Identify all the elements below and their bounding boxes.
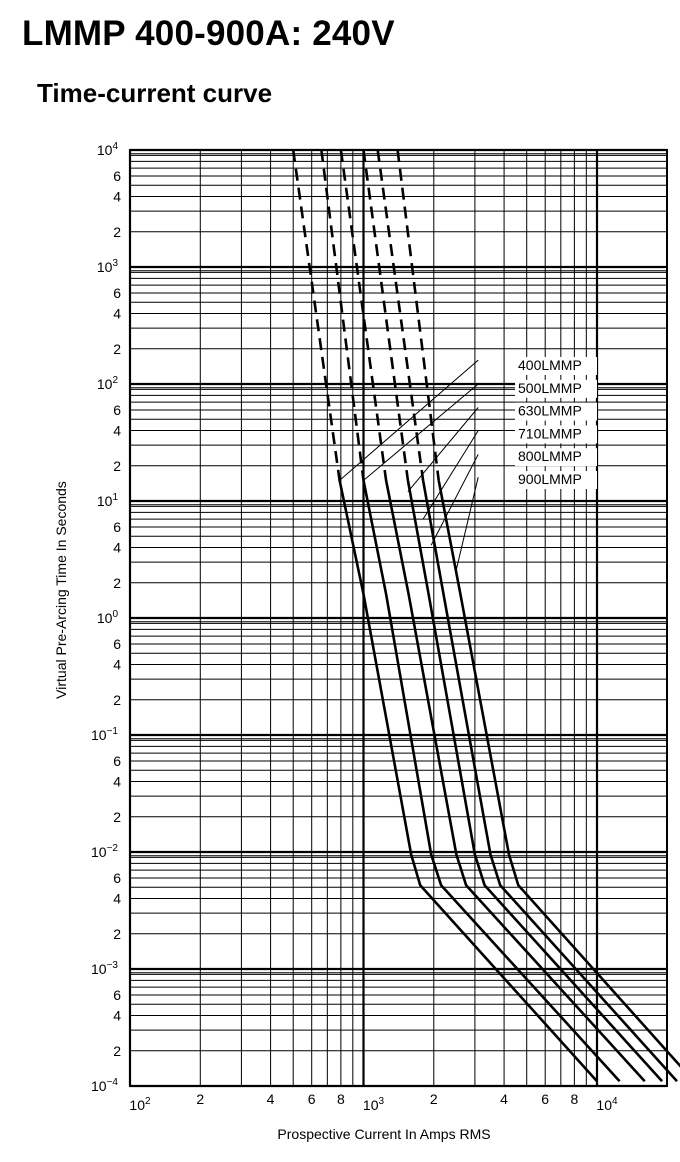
legend-label-800lmmp: 800LMMP xyxy=(518,448,582,465)
grid-lines xyxy=(130,150,667,1086)
legend xyxy=(515,357,597,489)
y-tick-minor: 2 xyxy=(113,691,121,708)
x-tick-decade: $10^4$ xyxy=(596,1096,618,1113)
y-tick-minor: 4 xyxy=(113,188,121,205)
leader-line-630lmmp xyxy=(408,408,478,492)
y-tick-decade: $10^{-2}$ xyxy=(91,843,118,860)
legend-label-400lmmp: 400LMMP xyxy=(518,357,582,373)
y-tick-decade: $10^1$ xyxy=(96,492,118,509)
y-tick-minor: 4 xyxy=(113,1007,121,1024)
y-tick-decade: $10^0$ xyxy=(96,609,118,626)
x-tick-minor: 2 xyxy=(196,1091,205,1107)
y-tick-minor: 4 xyxy=(113,539,121,556)
legend-leaders xyxy=(340,360,479,569)
legend-label-630lmmp: 630LMMP xyxy=(518,402,582,419)
y-tick-minor: 4 xyxy=(113,890,121,907)
x-tick-minor: 8 xyxy=(336,1091,345,1107)
chart-subtitle: Time-current curve xyxy=(37,78,273,108)
legend-label-500lmmp: 500LMMP xyxy=(518,379,582,396)
x-tick-decade: $10^2$ xyxy=(129,1096,151,1113)
x-tick-minor: 2 xyxy=(429,1091,438,1107)
y-tick-decade: $10^4$ xyxy=(96,141,118,158)
y-tick-minor: 6 xyxy=(113,635,121,652)
y-tick-minor: 6 xyxy=(113,518,121,535)
y-axis-label: Virtual Pre-Arcing Time In Seconds xyxy=(53,481,69,699)
y-tick-decade: $10^{-1}$ xyxy=(91,726,118,743)
y-tick-minor: 2 xyxy=(113,457,121,474)
legend-label-710lmmp: 710LMMP xyxy=(518,425,582,442)
x-tick-minor: 6 xyxy=(307,1091,316,1107)
x-axis-label: Prospective Current In Amps RMS xyxy=(277,1126,491,1142)
curve-lines xyxy=(293,150,680,1081)
y-tick-minor: 2 xyxy=(113,925,121,942)
y-tick-minor: 4 xyxy=(113,656,121,673)
y-tick-minor: 2 xyxy=(113,1042,121,1059)
x-tick-minor: 4 xyxy=(500,1091,508,1107)
tick-labels xyxy=(91,141,618,1113)
curve-solid-710lmmp xyxy=(408,480,662,1081)
y-tick-minor: 2 xyxy=(113,223,121,240)
legend-label-900lmmp: 900LMMP xyxy=(518,471,582,487)
y-tick-minor: 6 xyxy=(113,869,121,886)
y-tick-decade: $10^{-4}$ xyxy=(91,1077,118,1094)
curve-solid-400lmmp xyxy=(340,480,597,1081)
y-tick-decade: $10^{-3}$ xyxy=(91,960,118,977)
leader-line-710lmmp xyxy=(423,431,478,519)
y-tick-minor: 4 xyxy=(113,305,121,322)
y-tick-minor: 6 xyxy=(113,284,121,301)
y-tick-minor: 2 xyxy=(113,574,121,591)
y-tick-decade: $10^3$ xyxy=(96,258,118,275)
y-tick-minor: 2 xyxy=(113,340,121,357)
y-tick-minor: 6 xyxy=(113,752,121,769)
y-tick-minor: 6 xyxy=(113,986,121,1003)
y-tick-minor: 4 xyxy=(113,422,121,439)
x-tick-decade: $10^3$ xyxy=(362,1096,385,1113)
y-tick-minor: 4 xyxy=(113,773,121,790)
x-tick-minor: 4 xyxy=(266,1091,275,1107)
x-tick-minor: 6 xyxy=(541,1091,550,1107)
y-tick-minor: 6 xyxy=(113,401,121,418)
page-title: LMMP 400-900A: 240V xyxy=(22,14,395,53)
y-tick-minor: 6 xyxy=(113,167,121,184)
x-tick-minor: 8 xyxy=(570,1091,579,1107)
y-tick-minor: 2 xyxy=(113,808,121,825)
y-tick-decade: $10^2$ xyxy=(96,375,118,392)
